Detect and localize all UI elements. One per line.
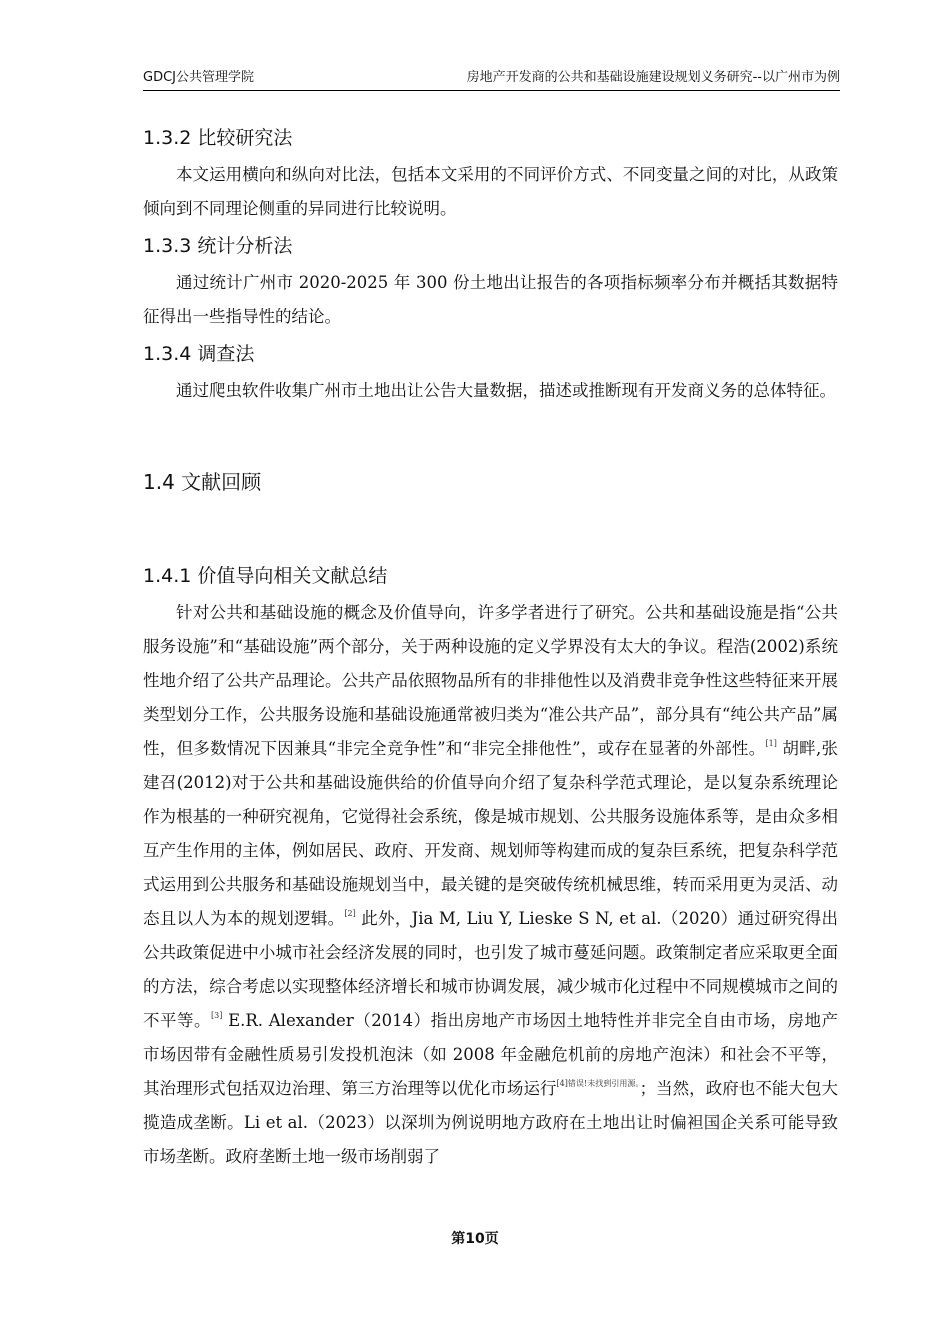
paragraph-literature-review	[143, 596, 838, 1174]
header-institution: GDCJ公共管理学院	[143, 70, 254, 85]
spacer	[143, 502, 838, 556]
paragraph-statistical-method: 通过统计广州市 2020-2025 年 300 份土地出让报告的各项指标频率分布并概括其数据特征得出一些指导性的结论。	[143, 273, 838, 326]
citation-4-error[interactable]: [4]错误!未找到引用源。	[556, 1079, 640, 1088]
page-body	[143, 118, 838, 1174]
paragraph-comparative-method: 本文运用横向和纵向对比法，包括本文采用的不同评价方式、不同变量之间的对比，从政策倾向到不同理论侧重的异同进行比较说明。	[143, 165, 838, 218]
page-number: 第10页	[451, 1231, 499, 1247]
section-heading-1-3-2: 1.3.2 比较研究法	[143, 127, 293, 149]
citation-1[interactable]: [1]	[765, 739, 777, 748]
text-segment: ；当然，政府也不能大包大揽造成垄断。Li et al.（2023）以深圳为例说明地方政府在土地出让时偏袒国企关系可能导致市场垄断。政府垄断土地一级市场削弱了	[143, 1079, 839, 1166]
section-heading-1-3-3: 1.3.3 统计分析法	[143, 235, 293, 257]
section-heading-1-3-4: 1.3.4 调查法	[143, 343, 255, 365]
citation-3[interactable]: [3]	[210, 1011, 223, 1020]
citation-2[interactable]: [2]	[344, 909, 356, 918]
spacer	[143, 408, 838, 462]
text-segment: 针对公共和基础设施的概念及价值导向，许多学者进行了研究。公共和基础设施是指“公共服务设施”和“基础设施”两个部分，关于两种设施的定义学界没有太大的争议。程浩(2002)系统性地介绍了公共产品理论。公共产品依照物品所有的非排他性以及消费非竞争性这些特征来开展类型划分工作，公共服务设施和基础设施通常被归类为“准公共产品”，部分具有“纯公共产品”属性，但多数情况下因兼具“非完全竞争性”和“非完全排他性”，或存在显著的外部性。	[143, 603, 838, 758]
page-header	[143, 60, 840, 91]
text-segment: E.R. Alexander（2014）指出房地产市场因土地特性并非完全自由市场，房地产市场因带有金融性质易引发投机泡沫（如 2008 年金融危机前的房地产泡沫）和社会不平等，其治理形式包括双边治理、第三方治理等以优化市场运行	[143, 1011, 839, 1098]
text-segment: 此外，Jia M, Liu Y, Lieske S N, et al.（2020）通过研究得出公共政策促进中小城市社会经济发展的同时，也引发了城市蔓延问题。政策制定者应采取更全面的方法，综合考虑以实现整体经济增长和城市协调发展，减少城市化过程中不同规模城市之间的不平等。	[143, 909, 838, 1030]
section-heading-1-4: 1.4 文献回顾	[143, 470, 262, 494]
section-heading-1-4-1: 1.4.1 价值导向相关文献总结	[143, 565, 388, 587]
text-segment: 胡畔,张建召(2012)对于公共和基础设施供给的价值导向介绍了复杂科学范式理论，是以复杂系统理论作为根基的一种研究视角，它觉得社会系统，像是城市规划、公共服务设施体系等，是由众多相互产生作用的主体，例如居民、政府、开发商、规划师等构建而成的复杂巨系统，把复杂科学范式运用到公共服务和基础设施规划当中，最关键的是突破传统机械思维，转而采用更为灵活、动态且以人为本的规划逻辑。	[143, 739, 838, 928]
paragraph-survey-method: 通过爬虫软件收集广州市土地出让公告大量数据，描述或推断现有开发商义务的总体特征。	[176, 381, 836, 400]
header-thesis-title: 房地产开发商的公共和基础设施建设规划义务研究--以广州市为例	[466, 70, 840, 85]
